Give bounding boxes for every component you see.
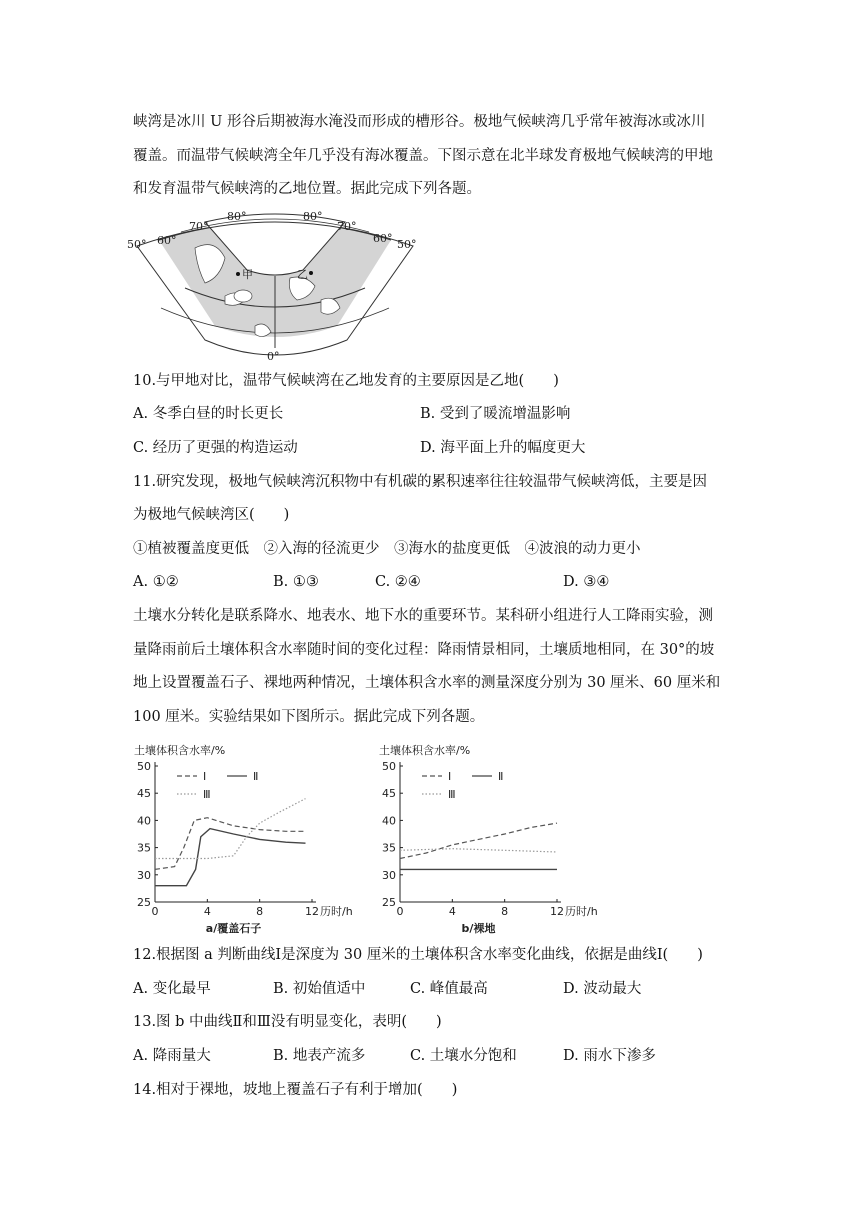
chart-a-legend-label-2: Ⅱ: [253, 770, 259, 783]
chart-a-xtick-label: 4: [203, 905, 211, 918]
site-jia-label: 甲: [242, 268, 253, 281]
q11-stem-line-1: 11.研究发现，极地气候峡湾沉积物中有机碳的累积速率往往较温带气候峡湾低，主要是因: [133, 474, 708, 490]
chart-a-series-1-line: [155, 818, 306, 870]
q13-stem: 13.图 b 中曲线Ⅱ和Ⅲ没有明显变化，表明( ): [133, 1014, 442, 1030]
chart-b-ytick-label: 50: [382, 760, 396, 773]
passage2-line-1: 土壤水分转化是联系降水、地表水、地下水的重要环节。某科研小组进行人工降雨实验，测: [133, 608, 713, 624]
chart-a-ytick-label: 40: [137, 814, 151, 828]
chart-b-xtick-label: 8: [501, 905, 509, 918]
lat-80-left-label: 80°: [227, 210, 247, 223]
chart-b-title: b/裸地: [461, 922, 496, 935]
q14-stem: 14.相对于裸地，坡地上覆盖石子有利于增加( ): [133, 1082, 458, 1098]
site-yi-label: 乙: [297, 268, 308, 281]
lon-0-label: 0°: [267, 350, 280, 363]
chart-b-xtick-label: 4: [448, 905, 456, 918]
passage1-line-2: 覆盖。而温带气候峡湾全年几乎没有海冰覆盖。下图示意在北半球发育极地气候峡湾的甲地: [133, 148, 713, 164]
chart-a-legend-label-3: Ⅲ: [203, 788, 211, 801]
passage2-line-3: 地上设置覆盖石子、裸地两种情况，土壤体积含水率的测量深度分别为 30 厘米、60 厘米和: [133, 675, 721, 691]
chart-a-ytick-label: 25: [137, 896, 151, 909]
chart-a-xtick-label: 8: [256, 905, 264, 918]
q13-option-b[interactable]: B. 地表产流多: [273, 1048, 366, 1064]
chart-b-bare-land: [365, 740, 615, 940]
lat-60-right-label: 60°: [373, 232, 393, 245]
q10-option-c[interactable]: C. 经历了更强的构造运动: [133, 440, 298, 456]
lat-80-right-label: 80°: [303, 210, 323, 223]
passage1-line-3: 和发育温带气候峡湾的乙地位置。据此完成下列各题。: [133, 181, 481, 197]
chart-a-ytick-label: 35: [137, 841, 151, 855]
chart-b-legend-label-3: Ⅲ: [448, 788, 456, 801]
passage2-line-4: 100 厘米。实验结果如下图所示。据此完成下列各题。: [133, 709, 485, 725]
chart-b-ytick-label: 45: [382, 787, 396, 801]
q10-option-d[interactable]: D. 海平面上升的幅度更大: [420, 440, 586, 456]
q12-option-d[interactable]: D. 波动最大: [563, 981, 642, 997]
chart-a-xlabel: 历时/h: [320, 905, 353, 918]
chart-b-xlabel: 历时/h: [565, 905, 598, 918]
q11-option-a[interactable]: A. ①②: [133, 574, 179, 590]
q12-stem: 12.根据图 a 判断曲线Ⅰ是深度为 30 厘米的土壤体积含水率变化曲线，依据是曲线Ⅰ( ): [133, 947, 703, 963]
chart-b-ytick-label: 40: [382, 814, 396, 828]
site-yi-marker: [309, 271, 313, 275]
chart-a-ylabel: 土壤体积含水率/%: [134, 744, 226, 757]
lat-70-right-label: 70°: [337, 220, 357, 233]
q11-option-d[interactable]: D. ③④: [563, 574, 610, 590]
chart-b-xtick-label: 0: [396, 905, 404, 918]
chart-a-ytick-label: 50: [137, 760, 151, 773]
chart-a-series-3-line: [155, 799, 306, 859]
chart-b-legend-label-2: Ⅱ: [498, 770, 504, 783]
chart-a-legend-label-1: Ⅰ: [203, 770, 207, 783]
passage2-line-2: 量降雨前后土壤体积含水率随时间的变化过程：降雨情景相同，土壤质地相同，在 30°的坡: [133, 642, 715, 658]
chart-a-xtick-label: 12: [305, 905, 319, 918]
fjord-location-map: [125, 208, 425, 363]
chart-b-xtick-label: 12: [550, 905, 564, 918]
q10-option-b[interactable]: B. 受到了暖流增温影响: [420, 406, 571, 422]
q10-stem: 10.与甲地对比，温带气候峡湾在乙地发育的主要原因是乙地( ): [133, 373, 559, 389]
chart-b-series-3-line: [400, 849, 557, 852]
chart-a-title: a/覆盖石子: [205, 922, 262, 935]
chart-b-series-1-line: [400, 823, 557, 858]
lat-60-left-label: 60°: [157, 234, 177, 247]
chart-b-ytick-label: 30: [382, 868, 396, 882]
q11-option-c[interactable]: C. ②④: [375, 574, 421, 590]
chart-a-covered-gravel: [120, 740, 360, 940]
q12-option-a[interactable]: A. 变化最早: [133, 981, 211, 997]
q12-option-b[interactable]: B. 初始值适中: [273, 981, 366, 997]
chart-a-ytick-label: 45: [137, 787, 151, 801]
q10-option-a[interactable]: A. 冬季白昼的时长更长: [133, 406, 284, 422]
lat-50-right-label: 50°: [397, 238, 417, 251]
q11-items: ①植被覆盖度更低 ②入海的径流更少 ③海水的盐度更低 ④波浪的动力更小: [133, 541, 641, 557]
site-jia-marker: [236, 272, 240, 276]
q12-option-c[interactable]: C. 峰值最高: [410, 981, 488, 997]
lat-50-left-label: 50°: [127, 238, 147, 251]
chart-b-ylabel: 土壤体积含水率/%: [379, 744, 471, 757]
q13-option-c[interactable]: C. 土壤水分饱和: [410, 1048, 517, 1064]
passage1-line-1: 峡湾是冰川 U 形谷后期被海水淹没而形成的槽形谷。极地气候峡湾几乎常年被海冰或冰川: [133, 114, 706, 130]
q13-option-d[interactable]: D. 雨水下渗多: [563, 1048, 656, 1064]
chart-a-series-2-line: [155, 829, 306, 886]
lat-70-left-label: 70°: [189, 220, 209, 233]
chart-b-ytick-label: 35: [382, 841, 396, 855]
q11-option-b[interactable]: B. ①③: [273, 574, 319, 590]
chart-a-ytick-label: 30: [137, 868, 151, 882]
chart-b-legend-label-1: Ⅰ: [448, 770, 452, 783]
chart-b-ytick-label: 25: [382, 896, 396, 909]
chart-a-xtick-label: 0: [151, 905, 159, 918]
q11-stem-line-2: 为极地气候峡湾区( ): [133, 507, 290, 523]
q13-option-a[interactable]: A. 降雨量大: [133, 1048, 211, 1064]
